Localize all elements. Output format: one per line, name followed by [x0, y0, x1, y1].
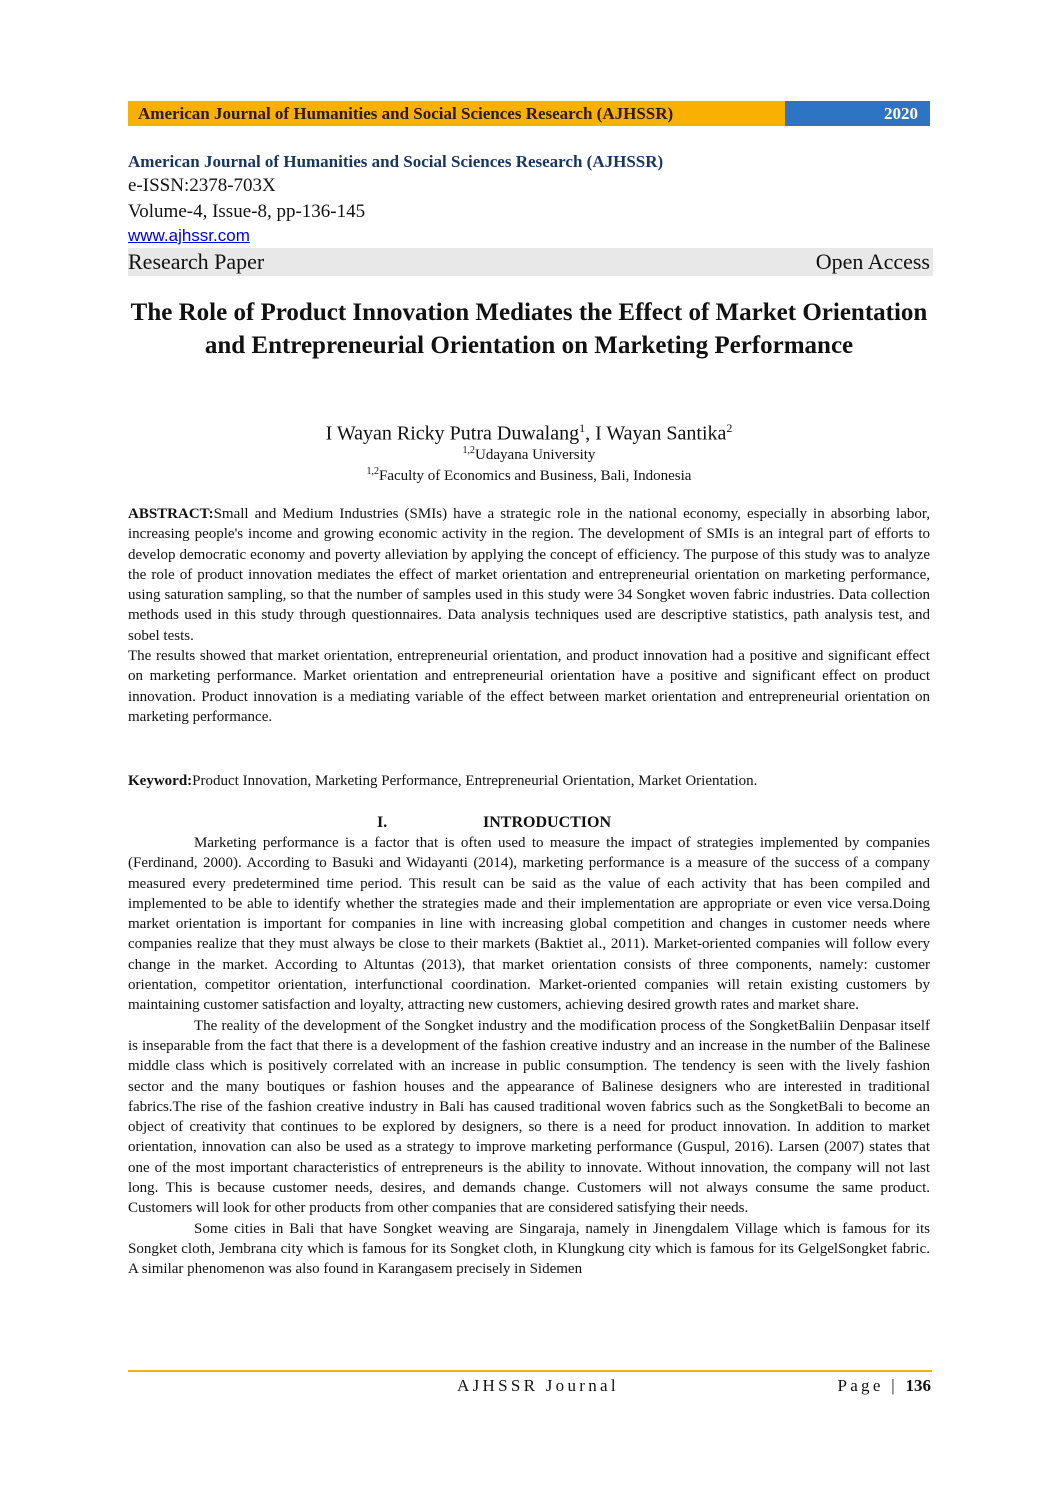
- author-name: I Wayan Santika: [595, 422, 727, 445]
- meta-volume: Volume-4, Issue-8, pp-136-145: [128, 201, 366, 222]
- author-affiliation-mark: 2: [726, 421, 733, 435]
- footer-rule: [128, 1370, 932, 1372]
- footer-journal: AJHSSR Journal: [457, 1376, 619, 1395]
- author-affiliation-mark: 1: [579, 421, 586, 435]
- section-number: I.: [377, 814, 388, 831]
- running-header: [128, 101, 930, 126]
- section-title: INTRODUCTION: [483, 814, 612, 831]
- keywords-label: Keyword:: [128, 773, 193, 789]
- abstract-text: Small and Medium Industries (SMIs) have a strategic role in the national economy, especially in absorbing labor, increasing people's income and growing economic activity in the region. The development of SMIs is an integral part of efforts to develop democratic economy and poverty alleviation by applying the concept of efficiency. The purpose of this study was to analyze the role of product innovation mediates the effect of market orientation and entrepreneurial orientation on marketing performance, using saturation sampling, so that the number of samples used in this study were 34 Songket woven fabric industries. Data collection methods used in this study through questionnaires. Data analysis techniques used are descriptive statistics, path analysis test, and sobel tests.: [128, 506, 930, 644]
- abstract: [128, 504, 930, 727]
- abstract-paragraph: The results showed that market orientation, entrepreneurial orientation, and product innovation had a positive and significant effect on marketing performance. Market orientation and entrepreneurial orientation have a positive and significant effect on product innovation. Product innovation is a mediating variable of the effect between market orientation and entrepreneurial orientation on marketing performance.: [128, 648, 930, 725]
- abstract-paragraph: [128, 504, 930, 646]
- body-paragraph: Marketing performance is a factor that is often used to measure the impact of strategies implemented by companies (Ferdinand, 2000). According to Basuki and Widayanti (2014), marketing performance is a measure of the success of a company measured every predetermined time period. This result can be said as the value of each activity that has been compiled and implemented to be able to identify whether the strategies made and their implementation are appropriate or even vice versa.Doing market orientation is important for companies in line with increasing global competition and changes in customer needs where companies realize that they must always be close to their markets (Baktiet al., 2011). Market-oriented companies will follow every change in the market. According to Altuntas (2013), that market orientation consists of three components, namely: customer orientation, competitor orientation, interfunctional coordination. Market-oriented companies will retain existing customers by maintaining customer satisfaction and loyalty, attracting new customers, achieving desired growth rates and market share.: [128, 835, 930, 1014]
- affiliation-text: Faculty of Economics and Business, Bali, Indonesia: [379, 468, 692, 484]
- footer-page: [837, 1376, 931, 1396]
- affiliation-mark: 1,2: [366, 466, 380, 477]
- affiliation-faculty: [128, 462, 930, 486]
- abstract-label: ABSTRACT:: [128, 506, 214, 522]
- running-header-journal: American Journal of Humanities and Social Sciences Research (AJHSSR): [128, 101, 785, 126]
- access-type: Open Access: [815, 249, 930, 274]
- affiliation-text: Udayana University: [475, 447, 596, 463]
- paper-type-bar: [128, 248, 933, 276]
- meta-issn: e-ISSN:2378-703X: [128, 175, 276, 196]
- meta-journal-name: American Journal of Humanities and Social Sciences Research (AJHSSR): [128, 152, 664, 171]
- paper-title: The Role of Product Innovation Mediates the Effect of Market Orientation and Entrepreneurial Orientation on Marketing Performance: [130, 299, 928, 359]
- page-label: Page |: [837, 1376, 906, 1395]
- running-header-year: 2020: [785, 101, 930, 126]
- journal-meta: [128, 151, 933, 276]
- introduction-body: [128, 833, 930, 1280]
- author-separator: ,: [585, 422, 596, 445]
- keywords-line: [128, 771, 930, 791]
- page-number: 136: [905, 1376, 931, 1395]
- affiliation-mark: 1,2: [462, 445, 476, 456]
- body-paragraph: Some cities in Bali that have Songket weaving are Singaraja, namely in Jinengdalem Village which is famous for its Songket cloth, Jembrana city which is famous for its Songket cloth, in Klungkung city which is famous for its GelgelSongket fabric. A similar phenomenon was also found in Karangasem precisely in Sidemen: [128, 1220, 930, 1278]
- author-name: I Wayan Ricky Putra Duwalang: [325, 422, 580, 445]
- journal-website-link[interactable]: www.ajhssr.com: [128, 226, 250, 245]
- body-paragraph: The reality of the development of the Songket industry and the modification process of the SongketBaliin Denpasar itself is inseparable from the fact that there is a development of the fashion creative industry and an increase in the number of the Balinese middle class which is positively correlated with an increase in public consumption. The tendency is seen with the lively fashion sector and the many boutiques or fashion houses and the appearance of Balinese designers who are interested in traditional fabrics.The rise of the fashion creative industry in Bali has caused traditional woven fabrics such as the SongketBali to become an object of creativity that continues to be explored by designers, so there is a need for product innovation. In addition to market orientation, innovation can also be used as a strategy to improve marketing performance (Guspul, 2016). Larsen (2007) states that one of the most important characteristics of entrepreneurs is the ability to innovate. Without innovation, the company will not last long. This is because customer needs, desires, and demands change. Customers will not always consume the same product. Customers will look for other products from other companies that are considered satisfying their needs.: [128, 1017, 930, 1217]
- keywords-text: Product Innovation, Marketing Performance, Entrepreneurial Orientation, Market Orientation.: [192, 773, 758, 789]
- keywords: [128, 771, 930, 791]
- paper-type: Research Paper: [128, 249, 265, 274]
